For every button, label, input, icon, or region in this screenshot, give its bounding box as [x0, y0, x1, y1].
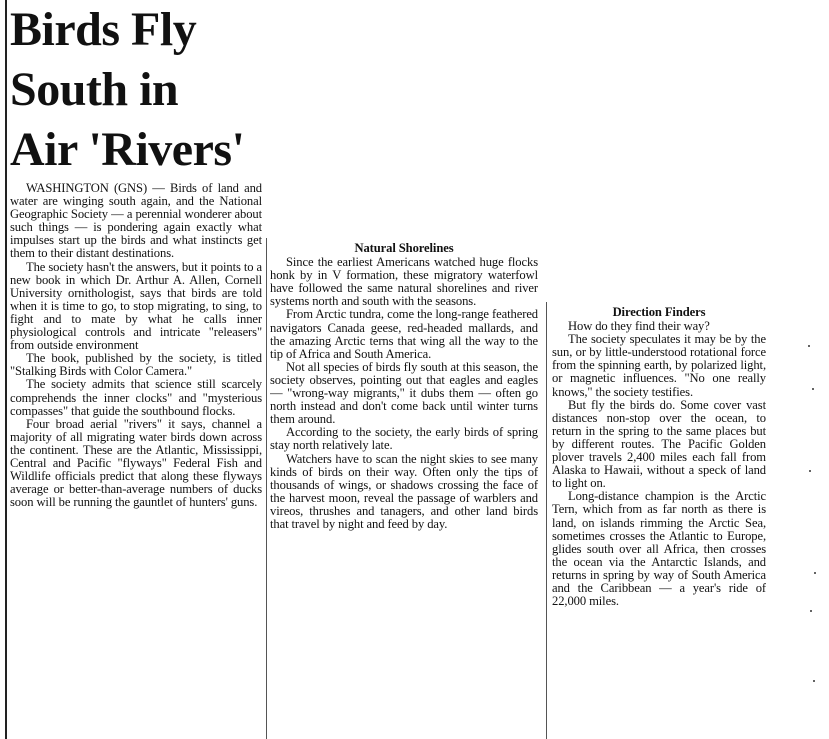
subhead-natural-shorelines: Natural Shorelines: [354, 242, 454, 255]
subhead-direction-finders: Direction Finders: [612, 306, 706, 319]
headline-line-3: Air 'Rivers': [10, 123, 245, 176]
paragraph: Four broad aerial "rivers" it says, channel a majority of all migrating water birds down across the continent. These are the Atlantic, Mississippi, Central and Pacific "flyways" Federal Fish and Wildlife officials predict that along these flyways average or better-than-average numbers of ducks soon will be running the gauntlet of hunters' guns.: [10, 416, 262, 510]
paragraph: Since the earliest Americans watched huge flocks honk by in V formation, these migratory waterfowl have followed the same natural shorelines and river systems north and south with the seasons.: [270, 255, 538, 309]
column-divider: [546, 302, 547, 739]
bleed-speck: [812, 388, 814, 390]
column-divider: [266, 238, 267, 739]
headline: [10, 0, 265, 180]
paragraph: Not all species of birds fly south at this season, the society observes, pointing out that eagles and eagles — "wrong-way migrants," it dubs them — often go north instead and don't come back until winter turns them around.: [270, 359, 538, 427]
paragraph: WASHINGTON (GNS) — Birds of land and water are winging south again, and the National Geographic Society — a perennial wonderer about such things — is pondering again exactly what impulses start up the birds and what instincts get them to their distant destinations.: [10, 182, 262, 261]
paragraph: Watchers have to scan the night skies to see many kinds of birds on their way. Often only the tips of thousands of wings, or shadows crossing the face of the harvest moon, reveal the passage of warblers and vireos, thrushes and tanagers, and other land birds that travel by night and feed by day.: [270, 451, 538, 531]
paragraph: According to the society, the early birds of spring stay north relatively late.: [270, 425, 538, 453]
paragraph: From Arctic tundra, come the long-range feathered navigators Canada geese, red-headed mallards, and the amazing Arctic terns that wing all the way to the tip of Africa and South America.: [270, 307, 538, 361]
headline-line-2: South in: [10, 63, 179, 116]
bleed-speck: [810, 610, 812, 612]
paragraph: The book, published by the society, is titled "Stalking Birds with Color Camera.": [10, 351, 262, 379]
bleed-speck: [809, 470, 811, 472]
paragraph: How do they find their way?: [568, 319, 710, 334]
paragraph: The society admits that science still scarcely comprehends the inner clocks" and "mysterious compasses" that guide the southbound flocks.: [10, 377, 262, 418]
paragraph: The society speculates it may be by the sun, or by little-understood rotational force from the spinning earth, by polarized light, or magnetic influences. "No one really knows," the society testifies.: [552, 332, 766, 399]
bleed-speck: [814, 572, 816, 574]
left-column-rule: [5, 0, 7, 739]
paragraph: Long-distance champion is the Arctic Tern, which from as far north as there is land, on islands rimming the Arctic Sea, sometimes crosses the Atlantic to Europe, glides south over all Africa, then crosses the ocean via the Antarctic Islands, and returns in spring by way of South America and the Caribbean — a year's ride of 22,000 miles.: [552, 489, 766, 609]
paragraph: The society hasn't the answers, but it points to a new book in which Dr. Arthur A. Allen, Cornell University ornithologist, says that birds are told when it is time to go, to stop migrating, to sing, to fight and to mate by what he calls inner physiological controls and intricate "releasers" from outside environment: [10, 259, 262, 353]
bleed-speck: [813, 680, 815, 682]
bleed-speck: [808, 345, 810, 347]
article-column-3: [552, 306, 766, 739]
paragraph: But fly the birds do. Some cover vast distances non-stop over the ocean, to return in the spring to the same places but by different routes. The Pacific Golden plover travels 2,400 miles each fall from Alaska to Hawaii, without a speck of land to light on.: [552, 397, 766, 491]
article-column-1: [10, 182, 262, 739]
article-column-2: [270, 242, 538, 739]
headline-line-1: Birds Fly: [10, 3, 197, 56]
